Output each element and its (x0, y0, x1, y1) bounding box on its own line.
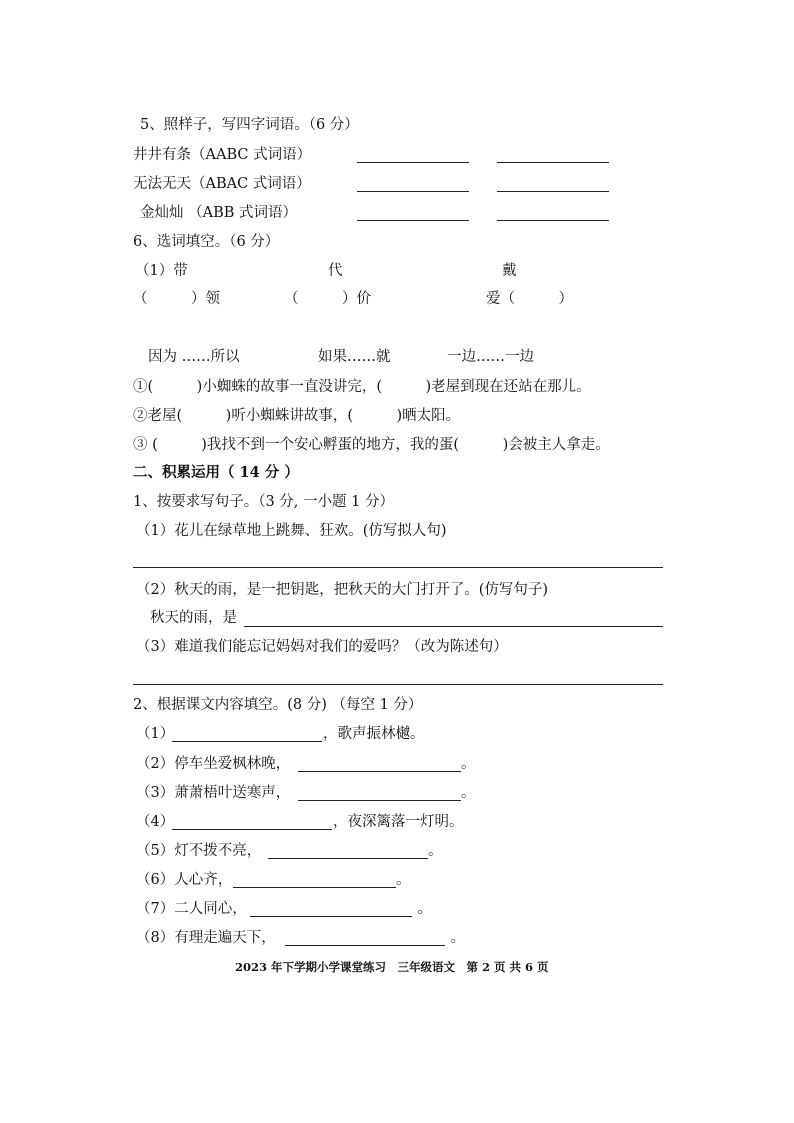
q6-title: 6、选词填空。（6 分） (133, 234, 280, 250)
s2-item3-blank[interactable] (298, 800, 461, 801)
s1-q1: （1）花儿在绿草地上跳舞、狂欢。(仿写拟人句) (136, 523, 447, 539)
s2-item4-blank[interactable] (172, 829, 332, 830)
q6-conj1: 因为 ……所以 (148, 349, 240, 365)
q6-sentence3[interactable]: ③ ( )我找不到一个安心孵蛋的地方，我的蛋( )会被主人拿走。 (133, 437, 610, 453)
q6-word1: （1）带 (135, 263, 188, 279)
s2-item2-post: 。 (461, 756, 476, 772)
s1-q3-answer-line[interactable] (133, 684, 663, 685)
q6-conj2: 如果……就 (318, 349, 391, 365)
q6-sentence2[interactable]: ②老屋( )听小蜘蛛讲故事，( )晒太阳。 (133, 408, 461, 424)
q5-row3-blank2[interactable] (497, 220, 609, 221)
q6-blank3[interactable]: 爱（ ） (486, 291, 573, 307)
s1-q3: （3）难道我们能忘记妈妈对我们的爱吗？（改为陈述句） (136, 639, 508, 655)
q6-word3: 戴 (502, 263, 517, 279)
s2-item7-post: 。 (413, 901, 433, 917)
s2-item2-pre: （2）停车坐爱枫林晚， (136, 756, 291, 772)
s1-q2-prefix: 秋天的雨，是 (150, 610, 237, 626)
s2-item2-blank[interactable] (298, 771, 461, 772)
s2-item3-pre: （3）萧萧梧叶送寒声， (136, 785, 291, 801)
q6-blank2[interactable]: （ ）价 (284, 291, 371, 307)
q5-row2-blank1[interactable] (357, 191, 469, 192)
s2-item6-pre: （6）人心齐， (136, 872, 233, 888)
s2-item8-blank[interactable] (285, 945, 445, 946)
page-footer: 2023 年下学期小学课堂练习 三年级语文 第 2 页 共 6 页 (235, 960, 549, 974)
s2-item3-post: 。 (461, 785, 476, 801)
s1-title: 1、按要求写句子。（3 分, 一小题 1 分） (133, 494, 394, 510)
s2-item7-blank[interactable] (250, 916, 412, 917)
s2-item1-post: ，歌声振林樾。 (323, 726, 425, 742)
s2-item8-post: 。 (446, 930, 466, 946)
s1-q2-answer-line[interactable] (244, 626, 663, 627)
s1-q2: （2）秋天的雨，是一把钥匙，把秋天的大门打开了。(仿写句子) (136, 582, 549, 598)
s2-item4-post: ，夜深篱落一灯明。 (333, 814, 464, 830)
s2-item5-pre: （5）灯不拨不亮， (136, 843, 262, 859)
q5-row1-blank2[interactable] (497, 162, 609, 163)
q5-title: 5、照样子，写四字词语。（6 分） (140, 117, 359, 133)
q5-row1-label: 井井有条（AABC 式词语） (133, 147, 312, 163)
s2-title: 2、根据课文内容填空。(8 分) （每空 1 分） (133, 697, 423, 713)
s2-item6-blank[interactable] (233, 887, 396, 888)
q5-row2-label: 无法无天（ABAC 式词语） (133, 176, 311, 192)
s2-item1-pre: （1） (136, 726, 175, 742)
q6-conj3: 一边……一边 (447, 349, 534, 365)
q6-sentence1[interactable]: ①( )小蜘蛛的故事一直没讲完，( )老屋到现在还站在那儿。 (133, 379, 591, 395)
s1-q1-answer-line[interactable] (133, 567, 663, 568)
q6-blank1[interactable]: （ ）领 (133, 291, 220, 307)
s2-item5-post: 。 (428, 843, 443, 859)
s2-item8-pre: （8）有理走遍天下， (136, 930, 276, 946)
q5-row2-blank2[interactable] (497, 191, 609, 192)
s2-item6-post: 。 (396, 872, 411, 888)
q5-row3-label: 金灿灿 （ABB 式词语） (140, 205, 297, 221)
s2-item4-pre: （4） (136, 814, 175, 830)
s2-item1-blank[interactable] (172, 741, 322, 742)
s2-item7-pre: （7）二人同心， (136, 901, 247, 917)
q6-word2: 代 (328, 263, 343, 279)
section2-title: 二、积累运用（ 14 分 ） (133, 464, 299, 481)
q5-row3-blank1[interactable] (357, 220, 469, 221)
s2-item5-blank[interactable] (268, 858, 428, 859)
q5-row1-blank1[interactable] (357, 162, 469, 163)
